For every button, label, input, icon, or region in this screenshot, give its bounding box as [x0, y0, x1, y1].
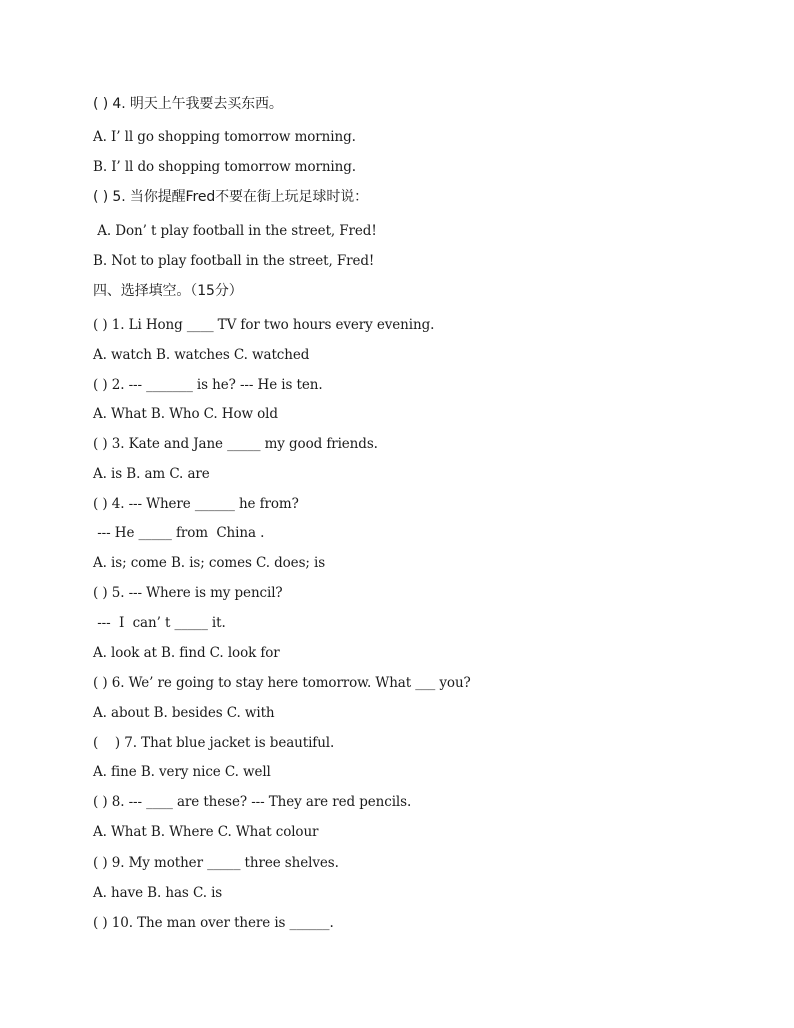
question-4-line-2: --- He _____ from China . — [93, 525, 265, 541]
question-1: ( ) 1. Li Hong ____ TV for two hours every evening. — [93, 317, 435, 333]
question-2: ( ) 2. --- _______ is he? --- He is ten. — [93, 377, 323, 393]
question-7: ( ) 7. That blue jacket is beautiful. — [93, 735, 335, 751]
question-4-options: A. is; come B. is; comes C. does; is — [93, 555, 326, 571]
question-8-options: A. What B. Where C. What colour — [93, 824, 319, 840]
question-4: ( ) 4. --- Where ______ he from? — [93, 496, 299, 512]
question-4-cn: ( ) 4. 明天上午我要去买东西。 — [93, 96, 283, 112]
question-9: ( ) 9. My mother _____ three shelves. — [93, 855, 339, 871]
question-5: ( ) 5. --- Where is my pencil? — [93, 585, 283, 601]
section-four-heading: 四、选择填空。（15分） — [93, 283, 243, 299]
question-8: ( ) 8. --- ____ are these? --- They are red pencils. — [93, 794, 412, 810]
question-6-options: A. about B. besides C. with — [93, 705, 275, 721]
question-10: ( ) 10. The man over there is ______. — [93, 915, 334, 931]
question-3-options: A. is B. am C. are — [93, 466, 210, 482]
option-a: A. I’ ll go shopping tomorrow morning. — [93, 129, 356, 145]
question-9-options: A. have B. has C. is — [93, 885, 223, 901]
option-b: B. I’ ll do shopping tomorrow morning. — [93, 159, 356, 175]
question-1-options: A. watch B. watches C. watched — [93, 347, 310, 363]
option-a: A. Don’ t play football in the street, Fred! — [93, 223, 377, 239]
option-b: B. Not to play football in the street, Fred! — [93, 253, 375, 269]
question-7-options: A. fine B. very nice C. well — [93, 764, 271, 780]
question-5-options: A. look at B. find C. look for — [93, 645, 280, 661]
question-6: ( ) 6. We’ re going to stay here tomorrow. What ___ you? — [93, 675, 471, 691]
question-3: ( ) 3. Kate and Jane _____ my good friends. — [93, 436, 378, 452]
question-5-cn: ( ) 5. 当你提醒Fred不要在街上玩足球时说： — [93, 189, 369, 205]
question-5-line-2: --- I can’ t _____ it. — [93, 615, 226, 631]
question-2-options: A. What B. Who C. How old — [93, 406, 278, 422]
